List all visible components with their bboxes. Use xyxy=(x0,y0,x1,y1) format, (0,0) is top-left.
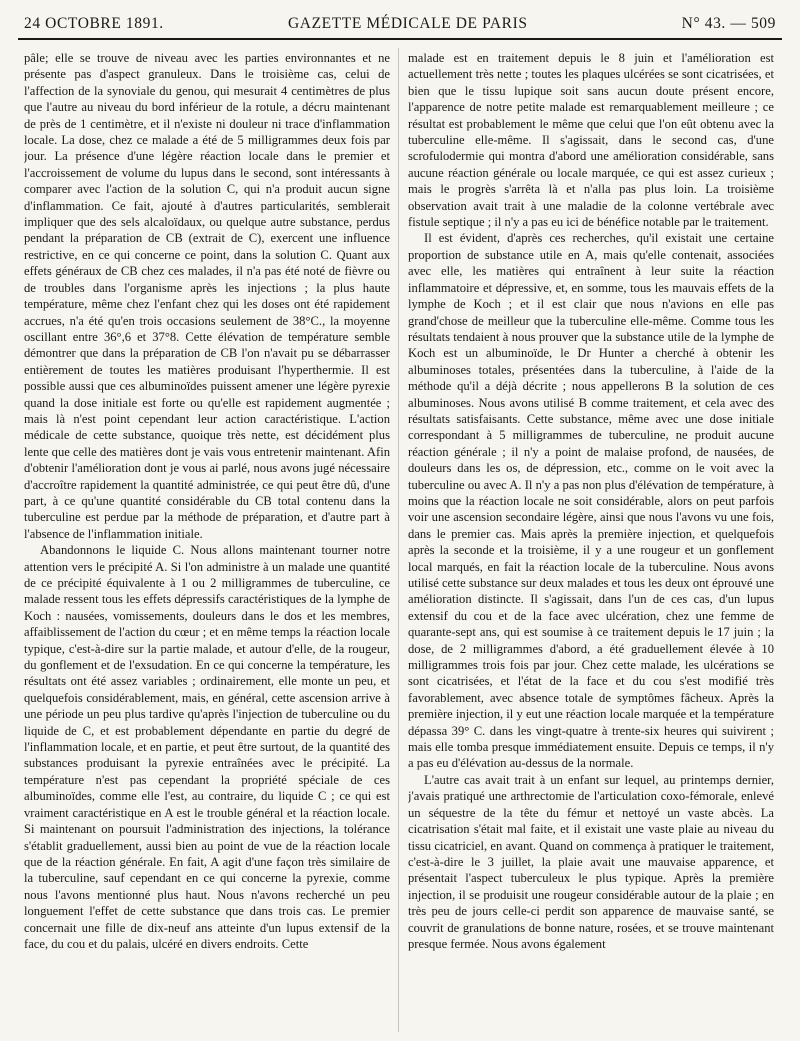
paragraph: pâle; elle se trouve de niveau avec les parties environnantes et ne présente pas d'aspect granuleux. Dans le troisième cas, celui de l'affection de la synoviale du genou, qui mesurait 4 centimètres de plus que l'autre au niveau du bord inférieur de la rotule, a décru maintenant de près de 1 centimètre, et il n'existe ni douleur ni trace d'inflammation locale. La dose, chez ce malade a été de 5 milligrammes deux fois par jour. La présence d'une légère réaction locale dans le premier et l'accroissement de volume du lupus dans le second, sont intéressants à comparer avec l'action de la solution C, qui n'a produit aucun signe d'inflammation. Ce fait, ajouté à d'autres particularités, semblerait impliquer que des sels alcaloïdaux, ou quelque autre substance, perdus pendant la préparation de CB (extrait de C), exercent une influence restrictive, en ce qui concerne ce point, dans la solution C. Quant aux effets généraux de CB chez ces malades, il n'a pas été noté de fièvre ou de troubles dans l'organisme après les injections ; la plus haute température, même chez l'enfant chez qui les doses ont été rapidement accrues, n'a été qu'en trois occasions seulement de 38°C., la moyenne oscillant entre 36°,6 et 37°8. Cette élévation de température semble démontrer que dans la préparation de CB l'on n'avait pu se débarrasser entièrement de toutes les matières produisant l'hyperthermie. Il est possible aussi que ces albuminoïdes puissent amener une légère pyrexie quand la dose initiale est forte ou qu'elle est rapidement augmentée ; mais là n'est point cependant leur action caractéristique. L'action médicale de cette substance, quoique très nette, est décidément plus lente que celle des matières dont je vais vous entretenir maintenant. Afin d'obtenir l'amélioration dont je vous ai parlé, nous avons jugé nécessaire d'accroître rapidement la quantité administrée, ce qui peut être dû, d'une part, à ce qu'une quantité considérable du CB total contenu dans la tuberculine est perdue par la méthode de préparation, et d'autre part à l'absence de l'inflammation initiale. xyxy=(24,51,390,541)
journal-title: GAZETTE MÉDICALE DE PARIS xyxy=(288,15,528,32)
left-column xyxy=(24,50,390,1030)
paragraph: Abandonnons le liquide C. Nous allons maintenant tourner notre attention vers le précipité A. Si l'on administre à un malade une quantité de ce précipité équivalente à 1 ou 2 milligrammes de tuberculine, ce malade ressent tous les effets dépressifs caractéristiques de la lymphe de Koch : nausées, vomissements, douleurs dans le dos et les membres, affaiblissement de l'action du cœur ; et en même temps la réaction locale typique, c'est-à-dire sur la partie malade, et autour d'elle, de la rougeur, du gonflement et de l'exsudation. En ce qui concerne la température, les résultats ont été assez variables ; ordinairement, elle monte un peu, et quelquefois considérablement, mais, en général, cette ascension arrive à une période un peu plus tardive qu'après l'injection de tuberculine ou du liquide de C, et est probablement dépendante en partie du degré de l'inflammation locale, et en partie, et peut être surtout, de la quantité des substances produisant la pyrexie entraînées avec le précipité. La température n'est pas cependant la propriété spéciale de ces albuminoïdes, comme elle l'est, au contraire, du liquide C ; ce qui est vraiment caractéristique en A est le trouble général et la réaction locale. Si maintenant on poursuit l'administration des injections, la tolérance s'établit graduellement, aussi bien au point de vue de la réaction locale que de la réaction générale. En fait, A agit d'une façon très similaire de la tuberculine, sauf cependant en ce qui concerne la pyrexie, comme nous l'avons mentionné plus haut. Nous n'avons recherché un peu longuement l'effet de cette substance que dans trois cas. Le premier concernait une fille de dix-neuf ans atteinte d'un lupus extensif de la face, du cou et du palais, ulcéré en divers endroits. Cette xyxy=(24,543,390,951)
paragraph: malade est en traitement depuis le 8 juin et l'amélioration est actuellement très nette ; toutes les plaques ulcérées se sont cicatrisées, et bien que le tissu lupique soit sans aucun doute présent encore, l'apparence de notre petite malade est remarquablement meilleure ; ce résultat est probablement le même que celui que l'on eût obtenu avec la tuberculine elle-même. Il s'agissait, dans le second cas, d'une scrofulodermie qui montra d'abord une amélioration considérable, sans aucune réaction générale ou locale marquée, ce qui est assez curieux ; mais le progrès s'arrêta là et n'alla pas plus loin. La troisième observation avait trait à une maladie de la colonne vertébrale avec fistule septique ; il n'y a pas eu ici de bénéfice notable par le traitement. xyxy=(408,51,774,230)
right-column xyxy=(408,50,774,1030)
column-divider xyxy=(398,48,399,1032)
running-header xyxy=(18,12,782,40)
issue-and-page-number: N° 43. — 509 xyxy=(681,15,776,32)
paragraph: Il est évident, d'après ces recherches, qu'il existait une certaine proportion de substance utile en A, mais qu'elle contenait, associées avec elle, les matières qui entraînent à leur suite la réaction inflammatoire et dépressive, et, en somme, tous les mauvais effets de la lymphe de Koch ; et il est clair que nous n'avions en elle pas grand'chose de meilleur que la tuberculine elle-même. Comme tous les résultats tendaient à nous prouver que la substance utile de la lymphe de Koch est un albuminoïde, le Dr Hunter a cherché à obtenir les albuminoses totales, présentées dans la tuberculine, à l'aide de la méthode qu'il a déjà décrite ; nous appellerons B la solution de ces albuminoses. Nous avons utilisé B comme traitement, et cela avec des résultats satisfaisants. Cette substance, même avec une dose initiale correspondant à 5 milligrammes de tuberculine, ne produit aucune réaction générale ; il n'y a point de malaise profond, de nausées, de douleurs dans les os, de dépression, etc., comme on le voit avec la tuberculine ou avec A. Il n'y a pas non plus d'élévation de température, à moins que la réaction locale ne soit considérable, alors on peut parfois voir une ascension secondaire légère, ainsi que nous l'avons vu une fois, dans le premier cas. Mais après la première injection, et quelquefois après la seconde et la troisième, il y a une rougeur et un gonflement local marqués, en fait la réaction locale de la tuberculine. Nous avons utilisé cette substance sur deux malades et tous les deux ont éprouvé une amélioration distincte. Il s'agissait, dans l'un de ces cas, d'un lupus extensif du cou et de la face avec ulcération, chez une femme de quarante-sept ans, qui est soumise à ce traitement depuis le 17 juin ; la dose, de 2 milligrammes d'abord, a été graduellement élevée à 10 milligrammes trois fois par jour. Chez cette malade, les ulcérations se sont cicatrisées, et l'état de la face et du cou s'est modifié très favorablement, avec absence totale de symptômes fâcheux. Après la première injection, il y eut une réaction locale marquée et la température dépassa 39° C. dans les vingt-quatre à trente-six heures qui suivirent ; mais elle tomba presque immédiatement ensuite. Depuis ce temps, il n'y a pas eu d'élévation au-dessus de la normale. xyxy=(408,231,774,771)
paragraph: L'autre cas avait trait à un enfant sur lequel, au printemps dernier, j'avais pratiqué une arthrectomie de l'articulation coxo-fémorale, enlevé un séquestre de la tête du fémur et nettoyé un vaste abcès. La cicatrisation s'était mal faite, et il existait une vaste plaie au niveau du tissu cicatriciel, en avant. Quand on commença à pratiquer le traitement, c'est-à-dire le 3 juillet, la plaie avait une mauvaise apparence, et présentait l'aspect tuberculeux le plus typique. Après la première injection, il se produisit une rougeur considérable autour de la plaie ; en très peu de jours celle-ci perdit son apparence de mauvaise santé, se couvrit de granulations de bonne nature, rosées, et se trouve maintenant presque fermée. Nous avons également xyxy=(408,772,774,951)
issue-date: 24 OCTOBRE 1891. xyxy=(24,15,164,32)
